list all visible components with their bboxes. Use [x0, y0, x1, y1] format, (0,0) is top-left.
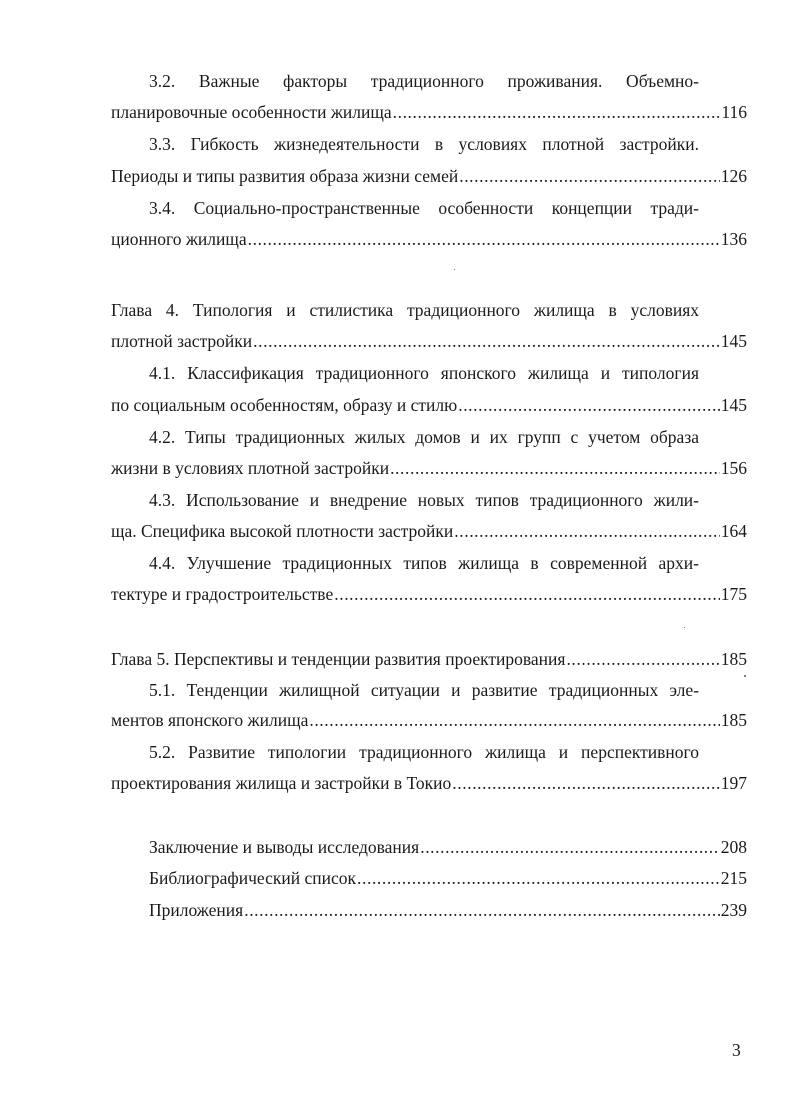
toc-ch5-title: Глава 5. Перспективы и тенденции развития проектирования: [111, 649, 566, 669]
leader-dots: [253, 329, 720, 353]
leader-dots: [393, 100, 721, 124]
leader-dots: [334, 582, 720, 606]
leader-dots: [458, 393, 720, 417]
toc-3-4-page: 136: [720, 229, 747, 249]
toc-4-2-line1: 4.2. Типы традиционных жилых домов и их групп с учетом образа: [149, 427, 699, 447]
toc-3-3-line2: Периоды и типы развития образа жизни семей: [111, 166, 459, 186]
toc-conclusion-label: Заключение и выводы исследования: [149, 837, 420, 857]
toc-entry-bibliography[interactable]: [149, 866, 747, 890]
toc-ch5-page: 185: [720, 649, 747, 669]
toc-5-2-page: 197: [720, 773, 747, 793]
toc-5-1-page: 185: [720, 710, 747, 730]
toc-entry-appendix[interactable]: [149, 898, 747, 922]
toc-5-2-line2: проектирования жилища и застройки в Токио: [111, 773, 452, 793]
toc-3-3-page: 126: [720, 166, 747, 186]
scan-speck: [454, 269, 455, 270]
toc-4-1-line2: по социальным особенностям, образу и стилю: [111, 395, 458, 415]
toc-5-2-line1: 5.2. Развитие типологии традиционного жилища и перспективного: [149, 742, 699, 762]
toc-4-3-line1: 4.3. Использование и внедрение новых типов традиционного жили-: [149, 490, 699, 510]
toc-4-4-line2: тектуре и градостроительстве: [111, 584, 334, 604]
leader-dots: [248, 227, 720, 251]
toc-4-3-page: 164: [720, 521, 747, 541]
leader-dots: [420, 835, 720, 859]
leader-dots: [566, 647, 719, 671]
toc-5-1-line2: ментов японского жилища: [111, 710, 309, 730]
leader-dots: [452, 771, 719, 795]
toc-4-1-page: 145: [720, 395, 747, 415]
toc-4-3-line2: ща. Специфика высокой плотности застройки: [111, 521, 454, 541]
toc-entry-5-2[interactable]: [111, 771, 747, 795]
toc-bibliography-label: Библиографический список: [149, 868, 357, 888]
toc-3-2-page: 116: [721, 102, 747, 122]
toc-3-2-line1: 3.2. Важные факторы традиционного проживания. Объемно-: [149, 71, 699, 91]
toc-bibliography-page: 215: [720, 868, 747, 888]
toc-appendix-label: Приложения: [149, 900, 244, 920]
toc-3-3-line1: 3.3. Гибкость жизнедеятельности в условиях плотной застройки.: [149, 134, 699, 154]
leader-dots: [244, 898, 720, 922]
toc-entry-3-4[interactable]: [111, 227, 747, 251]
toc-3-2-line2: планировочные особенности жилища: [111, 102, 392, 122]
toc-ch4-line1: Глава 4. Типология и стилистика традиционного жилища в условиях: [111, 300, 699, 320]
toc-3-4-line1: 3.4. Социально-пространственные особенности концепции тради-: [149, 198, 699, 218]
toc-ch4-line2: плотной застройки: [111, 331, 253, 351]
toc-entry-5-1[interactable]: [111, 708, 747, 732]
toc-entry-ch4[interactable]: [111, 329, 747, 353]
leader-dots: [459, 164, 720, 188]
toc-appendix-page: 239: [720, 900, 747, 920]
toc-entry-3-3[interactable]: [111, 164, 747, 188]
leader-dots: [390, 456, 720, 480]
page-number: 3: [732, 1040, 741, 1060]
toc-3-4-line2: ционного жилища: [111, 229, 247, 249]
leader-dots: [454, 519, 719, 543]
toc-5-1-line1: 5.1. Тенденции жилищной ситуации и развитие традиционных эле-: [149, 680, 699, 700]
toc-4-2-page: 156: [720, 458, 747, 478]
toc-4-4-page: 175: [720, 584, 747, 604]
toc-entry-4-1[interactable]: [111, 393, 747, 417]
toc-ch4-page: 145: [720, 331, 747, 351]
toc-entry-4-4[interactable]: [111, 582, 747, 606]
scan-speck: [744, 675, 746, 677]
toc-4-1-line1: 4.1. Классификация традиционного японского жилища и типология: [149, 363, 699, 383]
toc-4-4-line1: 4.4. Улучшение традиционных типов жилища в современной архи-: [149, 553, 699, 573]
leader-dots: [309, 708, 719, 732]
toc-entry-4-3[interactable]: [111, 519, 747, 543]
toc-entry-3-2[interactable]: [111, 100, 747, 124]
toc-conclusion-page: 208: [720, 837, 747, 857]
leader-dots: [357, 866, 720, 890]
toc-entry-conclusion[interactable]: [149, 835, 747, 859]
scan-speck: [684, 627, 685, 628]
toc-entry-4-2[interactable]: [111, 456, 747, 480]
toc-4-2-line2: жизни в условиях плотной застройки: [111, 458, 390, 478]
toc-entry-ch5[interactable]: [111, 647, 747, 671]
